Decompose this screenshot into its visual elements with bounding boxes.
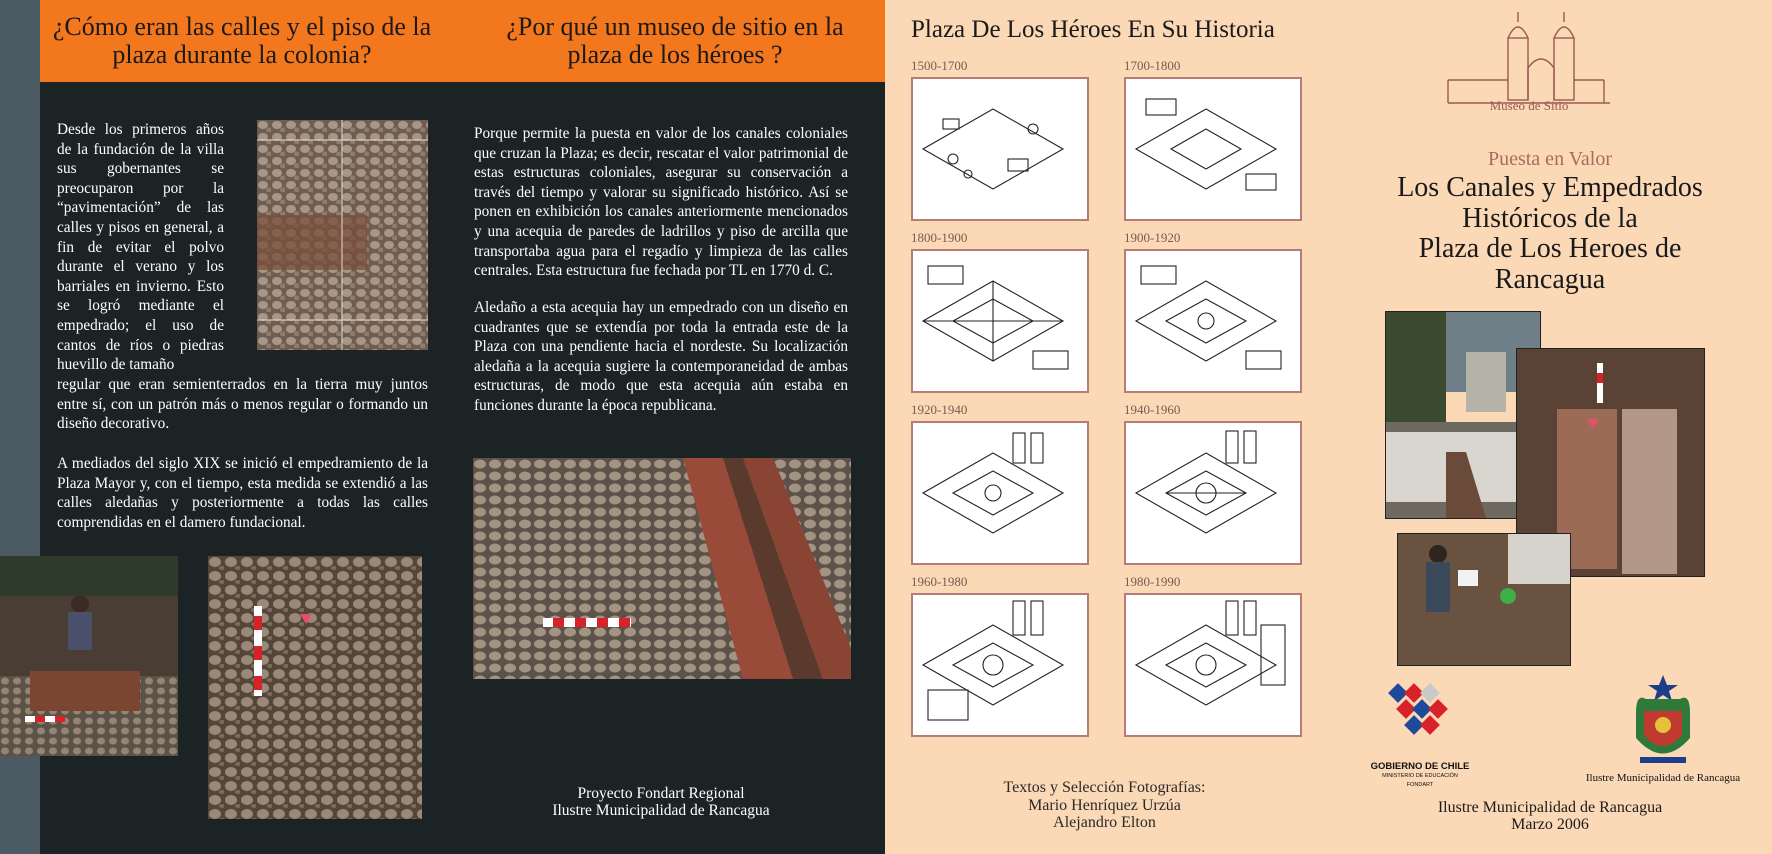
archaeologist-notes-photo xyxy=(1397,533,1571,666)
footer-municipality: Ilustre Municipalidad de Rancagua xyxy=(1437,799,1663,816)
cobblestone-scale-photo xyxy=(208,556,422,819)
brochure-footer xyxy=(1395,799,1705,833)
plaza-drawing-1800-1900 xyxy=(911,249,1089,393)
plaza-drawing-1920-1940 xyxy=(911,421,1089,565)
history-panel-title: Plaza De Los Héroes En Su Historia xyxy=(911,16,1275,43)
panel1-heading: ¿Cómo eran las calles y el piso de la plaza durante la colonia? xyxy=(52,12,432,69)
author-2: Alejandro Elton xyxy=(1053,814,1156,831)
author-1: Mario Henríquez Urzúa xyxy=(1028,796,1181,814)
plaza-drawing-1980-1990 xyxy=(1124,593,1302,737)
museum-church-logo xyxy=(1444,8,1614,112)
plaza-drawing-1700-1800 xyxy=(1124,77,1302,221)
panel2-credit xyxy=(474,785,848,819)
text-credits-block xyxy=(911,779,1298,832)
gobierno-ministry: MINISTERIO DE EDUCACIÓN xyxy=(1382,773,1458,779)
era-label-7: 1960-1980 xyxy=(911,574,968,589)
puesta-en-valor-kicker: Puesta en Valor xyxy=(1487,148,1613,170)
brochure-title xyxy=(1345,173,1755,295)
municipality-coat-of-arms xyxy=(1626,673,1700,771)
era-label-8: 1980-1990 xyxy=(1124,574,1181,589)
museum-logo-caption: Museo de Sitio xyxy=(1489,98,1569,113)
plaza-drawing-1900-1920 xyxy=(1124,249,1302,393)
brochure-title-line-1: Los Canales y Empedrados xyxy=(1397,172,1703,203)
gobierno-name: GOBIERNO DE CHILE xyxy=(1370,761,1470,772)
plaza-drawing-1500-1700 xyxy=(911,77,1089,221)
municipality-logo-caption: Ilustre Municipalidad de Rancagua xyxy=(1585,772,1741,784)
era-label-3: 1800-1900 xyxy=(911,230,968,245)
brochure-title-line-3: Plaza de Los Heroes de xyxy=(1418,233,1682,264)
footer-date: Marzo 2006 xyxy=(1511,816,1589,833)
brick-canal-photo xyxy=(473,458,851,679)
panel2-paragraph-2: Aledaño a esta acequia hay un empedrado con un diseño en cuadrantes que se extendía por toda la entrada este de la Plaza con una pendiente hacia el nordeste. Su localización aledaña a la acequia sugiere la contemporaneidad de ambas estructuras, de modo que esta acequia aún estaba en funciones durante la época republicana. xyxy=(474,299,848,414)
era-label-1: 1500-1700 xyxy=(911,58,968,73)
panel1-paragraph-1-bottom: regular que eran semienterrados en la tierra muy juntos entre sí, con un patrón más o menos regular o formando un diseño decorativo. xyxy=(57,376,428,433)
plaza-drawing-1940-1960 xyxy=(1124,421,1302,565)
credits-heading: Textos y Selección Fotografías: xyxy=(1003,779,1206,796)
era-label-5: 1920-1940 xyxy=(911,402,968,417)
fondart-credit-line: Proyecto Fondart Regional xyxy=(577,785,745,802)
brochure-title-line-2: Históricos de la xyxy=(1462,202,1638,234)
gobierno-fondart: FONDART xyxy=(1406,782,1434,788)
gobierno-de-chile-logo xyxy=(1381,680,1457,750)
gobierno-caption xyxy=(1357,761,1483,790)
era-label-4: 1900-1920 xyxy=(1124,230,1181,245)
panel1-paragraph-2: A mediados del siglo XIX se inició el empedramiento de la Plaza Mayor y, con el tiempo, esta medida se extendió a las calles aledañas y posteriormente a todas las calles comprendidas en el damero fundacional. xyxy=(57,455,428,531)
plaza-drawing-1960-1980 xyxy=(911,593,1089,737)
era-label-6: 1940-1960 xyxy=(1124,402,1181,417)
panel2-paragraph-1: Porque permite la puesta en valor de los canales coloniales que cruzan la Plaza; es decir, rescatar el valor patrimonial de estas estructuras coloniales, asegurar su conservación a través del tiempo y valorar su significado histórico. Así se ponen en exhibición los canales anteriormente mencionados y una acequia de paredes de ladrillos y piso de arcilla que transportaba agua para el regadío y limpieza de las calles centrales. Esta estructura fue fechada por TL en 1770 d. C. xyxy=(474,125,848,280)
panel2-heading: ¿Por qué un museo de sitio en la plaza de los héroes ? xyxy=(506,12,844,69)
brochure-title-line-4: Rancagua xyxy=(1494,263,1606,295)
municipality-credit-line: Ilustre Municipalidad de Rancagua xyxy=(552,802,770,819)
excavation-worker-photo xyxy=(0,556,178,756)
panel1-paragraph-1-top: Desde los primeros años de la fundación de la villa sus gobernantes se preocuparon por la “pavimentación” de las calles y pisos en general, a fin de evitar el polvo durante el verano y los barriales en invierno. Esto se logró mediante el empedrado; el uso de cantos de ríos o piedras huevillo de tamaño xyxy=(57,121,224,374)
cobblestone-grid-photo xyxy=(257,120,428,350)
era-label-2: 1700-1800 xyxy=(1124,58,1181,73)
